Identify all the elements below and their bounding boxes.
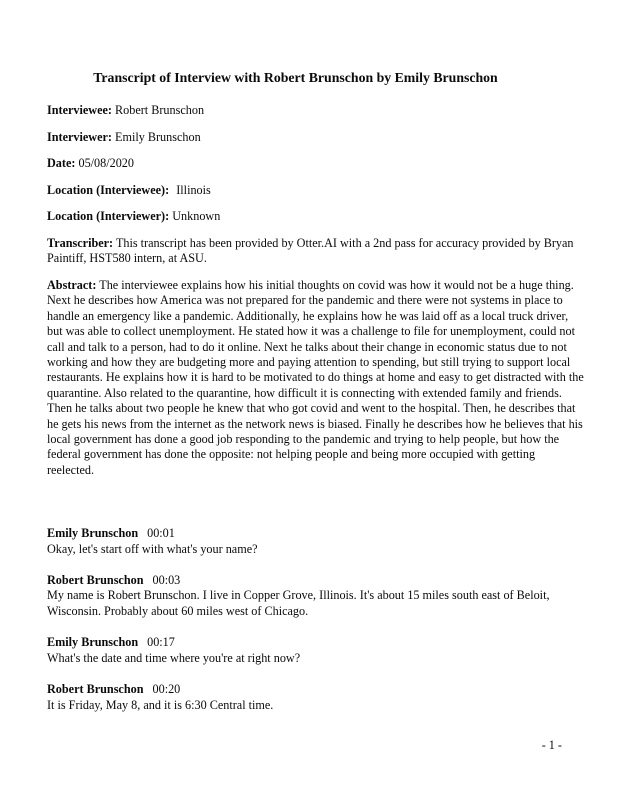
metadata-row-location-interviewee	[47, 183, 584, 198]
abstract-paragraph	[47, 278, 584, 478]
timestamp: 00:03	[152, 573, 181, 588]
metadata-value-interviewer: Emily Brunschon	[115, 129, 201, 144]
metadata-row-interviewer	[47, 130, 584, 145]
speech-text: What's the date and time where you're at right now?	[47, 650, 301, 665]
metadata-row-interviewee	[47, 103, 584, 118]
speaker-line	[47, 526, 584, 541]
metadata-row-date	[47, 156, 584, 171]
metadata-label-interviewee: Interviewee:	[47, 103, 112, 117]
metadata-label-transcriber: Transcriber:	[47, 235, 114, 250]
metadata-value-transcriber: This transcript has been provided by Otter.AI with a 2nd pass for accuracy provided by Bryan Paintiff, HST580 intern, at ASU.	[47, 235, 574, 266]
metadata-value-date: 05/08/2020	[78, 156, 134, 171]
speaker-name: Emily Brunschon	[47, 635, 139, 650]
speaker-name: Robert Brunschon	[47, 682, 144, 697]
dialogue-turn	[47, 573, 584, 619]
speech-text: It is Friday, May 8, and it is 6:30 Central time.	[47, 697, 274, 712]
dialogue-turn	[47, 526, 584, 557]
speaker-line	[47, 635, 584, 650]
metadata-value-location-interviewer: Unknown	[172, 209, 221, 224]
speaker-line	[47, 682, 584, 697]
metadata-label-interviewer: Interviewer:	[47, 129, 112, 144]
metadata-value-interviewee: Robert Brunschon	[115, 103, 205, 117]
metadata-row-transcriber	[47, 236, 584, 267]
abstract-text: The interviewee explains how his initial thoughts on covid was how it would not be a huge thing. Next he describes how America was not prepared for the pandemic and there were not systems in place to handle an emergency like a pandemic. Additionally, he explains how he was laid off as a local truck driver, but was able to collect unemployment. He stated how it was a challenge to file for unemployment, could not call and talk to a person, had to do it online. Next he talks about their change in economic status due to not working and how they are budgeting more and paying attention to spending, but still trying to support local restaurants. He explains how it is hard to be motivated to do things at home and easy to get distracted with the quarantine. Also related to the quarantine, how difficult it is connecting with extended family and friends. Then he talks about two people he knew that who got covid and went to the hospital. Then, he describes that he gets his news from the internet as the network news is biased. Finally he describes how he believes that his local government has done a good job responding to the pandemic and trying to help people, but how the federal government has done the opposite: not helping people and being more occupied with getting reelected.	[47, 277, 584, 477]
dialogue-turn	[47, 635, 584, 666]
metadata-value-location-interviewee: Illinois	[176, 182, 211, 197]
timestamp: 00:01	[147, 526, 175, 541]
timestamp: 00:20	[152, 682, 181, 697]
metadata-row-location-interviewer	[47, 209, 584, 224]
speaker-name: Emily Brunschon	[47, 526, 139, 541]
speaker-name: Robert Brunschon	[47, 573, 144, 588]
speaker-line	[47, 573, 584, 588]
timestamp: 00:17	[147, 635, 175, 650]
dialogue-turn	[47, 682, 584, 713]
metadata-label-location-interviewee: Location (Interviewee):	[47, 182, 170, 197]
page-number: - 1 -	[541, 738, 562, 752]
metadata-label-date: Date:	[47, 156, 76, 171]
speech-text: My name is Robert Brunschon. I live in Copper Grove, Illinois. It's about 15 miles south east of Beloit, Wisconsin. Probably about 60 miles west of Chicago.	[47, 588, 550, 618]
abstract-label: Abstract:	[47, 277, 97, 292]
metadata-label-location-interviewer: Location (Interviewer):	[47, 209, 170, 224]
speech-text: Okay, let's start off with what's your name?	[47, 541, 258, 556]
dialogue-section	[47, 526, 584, 713]
document-title: Transcript of Interview with Robert Brunschon by Emily Brunschon	[93, 70, 498, 85]
